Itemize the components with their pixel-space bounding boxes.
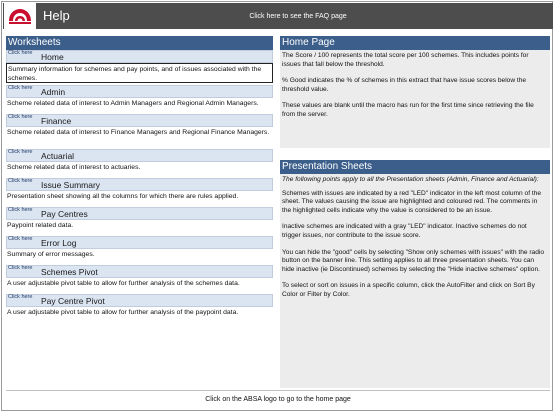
worksheets-panel: [6, 36, 273, 321]
worksheet-item-issue-summary: [6, 178, 273, 205]
presentation-sheets-text: [280, 174, 550, 300]
page-title: Help: [43, 8, 70, 23]
faq-link[interactable]: Click here to see the FAQ page: [249, 13, 347, 20]
worksheet-title: Finance: [41, 116, 72, 126]
worksheet-header: [6, 294, 273, 307]
worksheet-title: Pay Centres: [41, 209, 88, 219]
worksheet-item-actuarial: [6, 149, 273, 176]
worksheet-description: Summary of error messages.: [7, 251, 95, 258]
worksheet-title: Actuarial: [41, 151, 75, 161]
click-here-link[interactable]: Click here: [8, 114, 33, 120]
header-bar: [3, 3, 553, 29]
worksheet-title: Issue Summary: [41, 180, 101, 190]
worksheet-title: Schemes Pivot: [41, 267, 98, 277]
worksheet-title: Error Log: [41, 238, 77, 248]
worksheet-description: Summary information for schemes and pay points, and of issues associated with the schemes.: [6, 63, 273, 83]
worksheet-description: Scheme related data of interest to Admin Managers and Regional Admin Managers.: [7, 100, 259, 107]
worksheet-header: [6, 207, 273, 220]
home-page-paragraph: These values are blank until the macro has run for the first time since retrieving the file from the server.: [282, 102, 534, 118]
home-page-paragraph: % Good indicates the % of schemes in this extract that have issue scores below the threshold value.: [282, 77, 527, 93]
worksheet-title: Home: [41, 52, 64, 62]
presentation-paragraph: Inactive schemes are indicated with a gray "LED" indicator. Inactive schemes do not trigger issues, nor contribute to the issue score.: [282, 223, 527, 239]
presentation-paragraph: To select or sort on issues in a specific column, click the AutoFilter and click on Sort By Color or Filter by Color.: [282, 282, 535, 298]
presentation-paragraph: Schemes with issues are indicated by a red "LED" indicator in the left most column of the sheet. The values causing the issue are highlighted and coloured red. The comments in the highlighted cells indicate why the value is considered to be an issue.: [282, 189, 542, 214]
worksheet-item-finance: [6, 114, 273, 147]
click-here-link[interactable]: Click here: [8, 50, 33, 56]
presentation-sheets-panel: [280, 160, 550, 388]
click-here-link[interactable]: Click here: [8, 236, 33, 242]
worksheet-item-schemes-pivot: [6, 265, 273, 292]
worksheet-header: [6, 85, 273, 98]
presentation-sheets-heading: Presentation Sheets: [280, 160, 550, 174]
worksheets-heading: Worksheets: [6, 36, 273, 50]
click-here-link[interactable]: Click here: [8, 149, 33, 155]
worksheet-header: [6, 149, 273, 162]
worksheet-description: Presentation sheet showing all the columns for which there are rules applied.: [7, 193, 239, 200]
worksheet-title: Admin: [41, 87, 66, 97]
click-here-link[interactable]: Click here: [8, 85, 33, 91]
worksheet-description: Scheme related data of interest to actuaries.: [7, 164, 141, 171]
home-page-paragraph: The Score / 100 represents the total score per 100 schemes. This includes points for issues that fall below the threshold.: [282, 52, 529, 68]
worksheet-header: [6, 236, 273, 249]
worksheet-description: A user adjustable pivot table to allow for further analysis of the schemes data.: [7, 280, 240, 287]
worksheet-header: [6, 265, 273, 278]
worksheet-description: A user adjustable pivot table to allow for further analysis of the paypoint data.: [7, 309, 239, 316]
click-here-link[interactable]: Click here: [8, 207, 33, 213]
home-page-text: [280, 50, 550, 120]
home-page-heading: Home Page: [280, 36, 550, 50]
presentation-intro: The following points apply to all the Presentation sheets (Admin, Finance and Actuarial):: [282, 176, 539, 183]
worksheet-description: Scheme related data of interest to Finance Managers and Regional Finance Managers.: [7, 129, 270, 136]
worksheet-item-pay-centre-pivot: [6, 294, 273, 321]
worksheet-item-home: [6, 50, 273, 83]
worksheet-description: Paypoint related data.: [7, 222, 74, 229]
worksheet-header: [6, 114, 273, 127]
help-sheet: [1, 1, 553, 411]
worksheet-item-pay-centres: [6, 207, 273, 234]
presentation-paragraph: You can hide the "good" cells by selecting "Show only schemes with issues" with the radio button on the banner line. This setting applies to all three presentation sheets. You can hide inactive (ie Discontinued) schemes by selecting the "Hide inactive schemes" option.: [282, 248, 545, 273]
worksheet-item-admin: [6, 85, 273, 112]
worksheet-title: Pay Centre Pivot: [41, 296, 105, 306]
worksheet-header: [6, 50, 273, 63]
click-here-link[interactable]: Click here: [8, 178, 33, 184]
worksheet-header: [6, 178, 273, 191]
footer-note: Click on the ABSA logo to go to the home page: [6, 390, 550, 408]
click-here-link[interactable]: Click here: [8, 265, 33, 271]
worksheet-item-error-log: [6, 236, 273, 263]
home-page-panel: [280, 36, 550, 148]
click-here-link[interactable]: Click here: [8, 294, 33, 300]
